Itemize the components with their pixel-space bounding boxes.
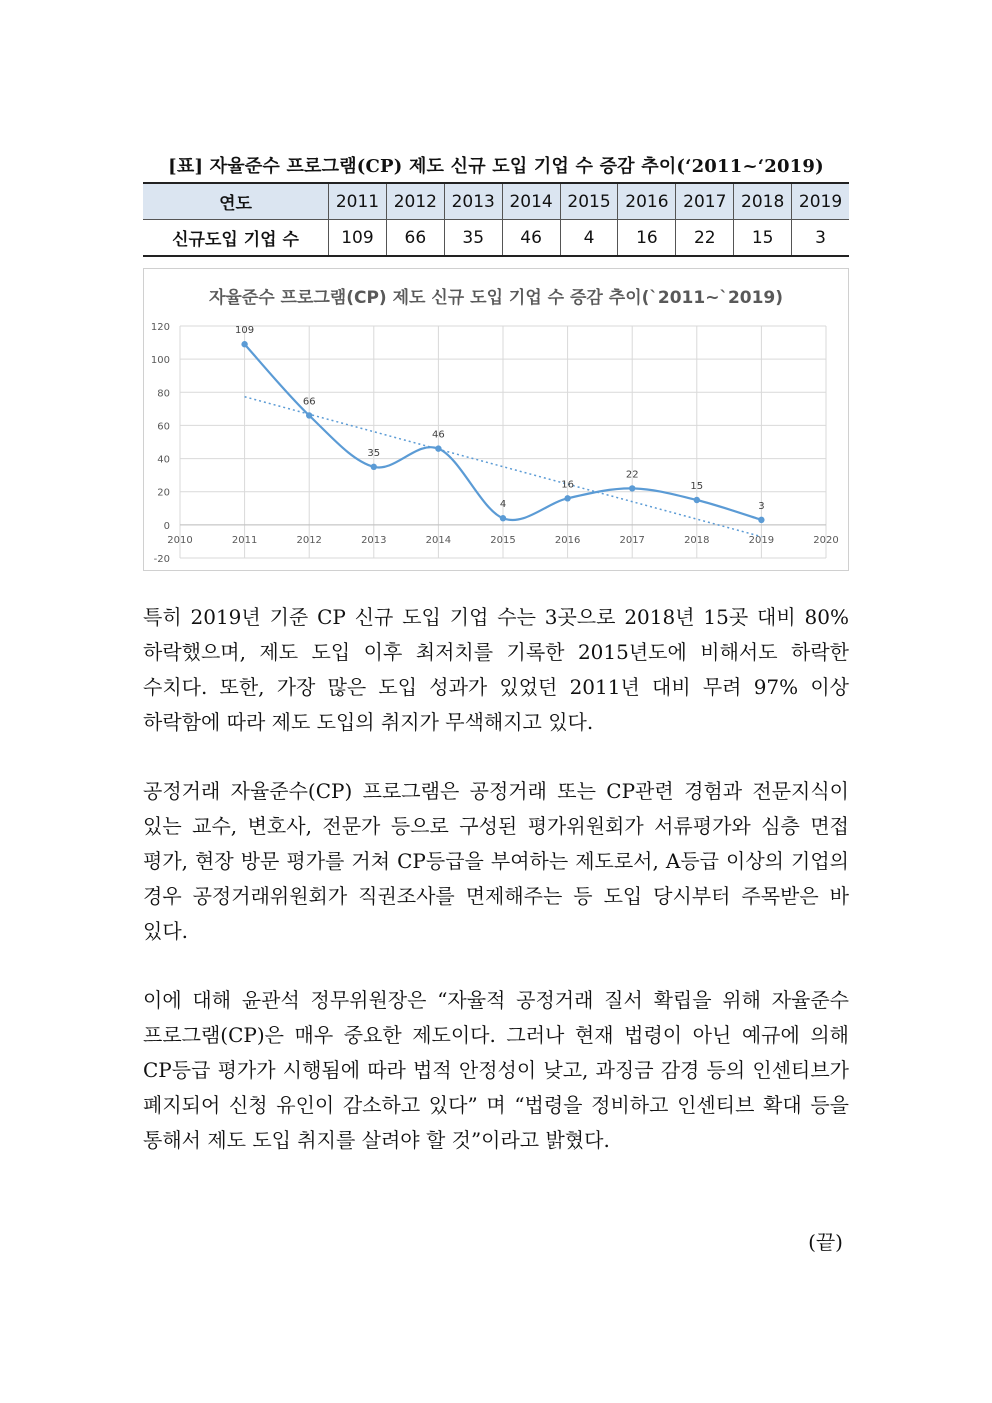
x-tick-label: 2013 bbox=[361, 534, 387, 546]
year-cell: 2019 bbox=[792, 183, 849, 220]
data-point bbox=[435, 445, 441, 451]
paragraph-2: 공정거래 자율준수(CP) 프로그램은 공정거래 또는 CP관련 경험과 전문지식이 있는 교수, 변호사, 전문가 등으로 구성된 평가위원회가 서류평가와 심층 면접 평가, 현장 방문 평가를 거쳐 CP등급을 부여하는 제도로서, A등급 이상의 기업의 경우 공정거래위원회가 직권조사를 면제해주는 등 도입 당시부터 주목받은 바 있다. bbox=[143, 779, 849, 943]
count-cell: 109 bbox=[329, 220, 387, 257]
data-point bbox=[241, 341, 247, 347]
x-tick-label: 2019 bbox=[748, 534, 775, 546]
count-cell: 35 bbox=[444, 220, 502, 257]
paragraph-3: 이에 대해 윤관석 정무위원장은 “자율적 공정거래 질서 확립을 위해 자율준수 프로그램(CP)은 매우 중요한 제도이다. 그러나 현재 법령이 아닌 예규에 의해 CP등급 평가가 시행됨에 따라 법적 안정성이 낮고, 과징금 감경 등의 인센티브가 폐지되어 신청 유인이 감소하고 있다” 며 “법령을 정비하고 인센티브 확대 등을 통해서 제도 도입 취지를 살려야 할 것”이라고 밝혔다. bbox=[143, 988, 849, 1152]
data-point bbox=[564, 495, 570, 501]
year-cell: 2017 bbox=[676, 183, 734, 220]
data-label: 16 bbox=[561, 479, 574, 491]
x-tick-label: 2011 bbox=[231, 534, 258, 546]
data-point bbox=[500, 515, 506, 521]
year-cell: 2018 bbox=[734, 183, 792, 220]
x-tick-label: 2012 bbox=[296, 534, 322, 546]
year-header: 연도 bbox=[143, 183, 329, 220]
data-point bbox=[629, 485, 635, 491]
x-tick-label: 2010 bbox=[167, 534, 193, 546]
end-mark: (끝) bbox=[808, 1230, 843, 1254]
y-tick-label: 120 bbox=[150, 322, 170, 333]
year-cell: 2015 bbox=[560, 183, 618, 220]
x-tick-label: 2020 bbox=[813, 534, 839, 546]
count-header: 신규도입 기업 수 bbox=[143, 220, 329, 257]
y-tick-label: 80 bbox=[157, 388, 170, 400]
y-tick-label: 100 bbox=[150, 355, 170, 367]
chart-grid bbox=[180, 326, 826, 558]
y-tick-label: 60 bbox=[157, 421, 170, 433]
chart-title: 자율준수 프로그램(CP) 제도 신규 도입 기업 수 증감 추이(`2011~`2019) bbox=[208, 288, 784, 308]
x-tick-label: 2015 bbox=[490, 534, 516, 546]
y-tick-label: 40 bbox=[157, 454, 170, 466]
data-labels bbox=[235, 325, 765, 512]
year-cell: 2013 bbox=[444, 183, 502, 220]
count-cell: 16 bbox=[618, 220, 676, 257]
year-cell: 2011 bbox=[329, 183, 387, 220]
data-point bbox=[758, 517, 764, 523]
count-cell: 4 bbox=[560, 220, 618, 257]
y-tick-label: 0 bbox=[163, 520, 170, 532]
trend-chart bbox=[143, 268, 849, 571]
x-axis-labels bbox=[167, 535, 838, 546]
data-point bbox=[694, 497, 700, 503]
data-label: 3 bbox=[758, 500, 765, 512]
count-row bbox=[143, 220, 849, 257]
statistics-table bbox=[143, 182, 849, 257]
data-label: 109 bbox=[235, 325, 255, 337]
year-row bbox=[143, 183, 849, 220]
y-tick-label: 20 bbox=[157, 487, 170, 499]
data-label: 22 bbox=[625, 469, 639, 481]
data-point bbox=[371, 464, 377, 470]
year-cell: 2016 bbox=[618, 183, 676, 220]
x-tick-label: 2014 bbox=[425, 534, 452, 546]
count-cell: 22 bbox=[676, 220, 734, 257]
y-axis-labels bbox=[151, 322, 170, 565]
data-label: 35 bbox=[367, 447, 381, 459]
count-cell: 3 bbox=[792, 220, 849, 257]
data-point bbox=[306, 412, 312, 418]
data-label: 4 bbox=[499, 499, 507, 511]
count-cell: 66 bbox=[386, 220, 444, 257]
year-cell: 2012 bbox=[386, 183, 444, 220]
data-label: 46 bbox=[432, 429, 445, 441]
x-tick-label: 2017 bbox=[619, 534, 645, 546]
count-cell: 15 bbox=[734, 220, 792, 257]
y-tick-label: -20 bbox=[153, 554, 170, 565]
chart-svg bbox=[144, 269, 848, 570]
data-label: 66 bbox=[302, 396, 316, 408]
x-tick-label: 2016 bbox=[554, 534, 581, 546]
table-caption: [표] 자율준수 프로그램(CP) 제도 신규 도입 기업 수 증감 추이(‘2011~‘2019) bbox=[168, 156, 824, 177]
count-cell: 46 bbox=[502, 220, 560, 257]
paragraph-1: 특히 2019년 기준 CP 신규 도입 기업 수는 3곳으로 2018년 15곳 대비 80% 하락했으며, 제도 도입 이후 최저치를 기록한 2015년도에 비해서도 하락한 수치다. 또한, 가장 많은 도입 성과가 있었던 2011년 대비 무려 97% 이상 하락함에 따라 제도 도입의 취지가 무색해지고 있다. bbox=[143, 605, 849, 734]
x-tick-label: 2018 bbox=[684, 534, 710, 546]
data-label: 15 bbox=[690, 481, 704, 492]
year-cell: 2014 bbox=[502, 183, 560, 220]
